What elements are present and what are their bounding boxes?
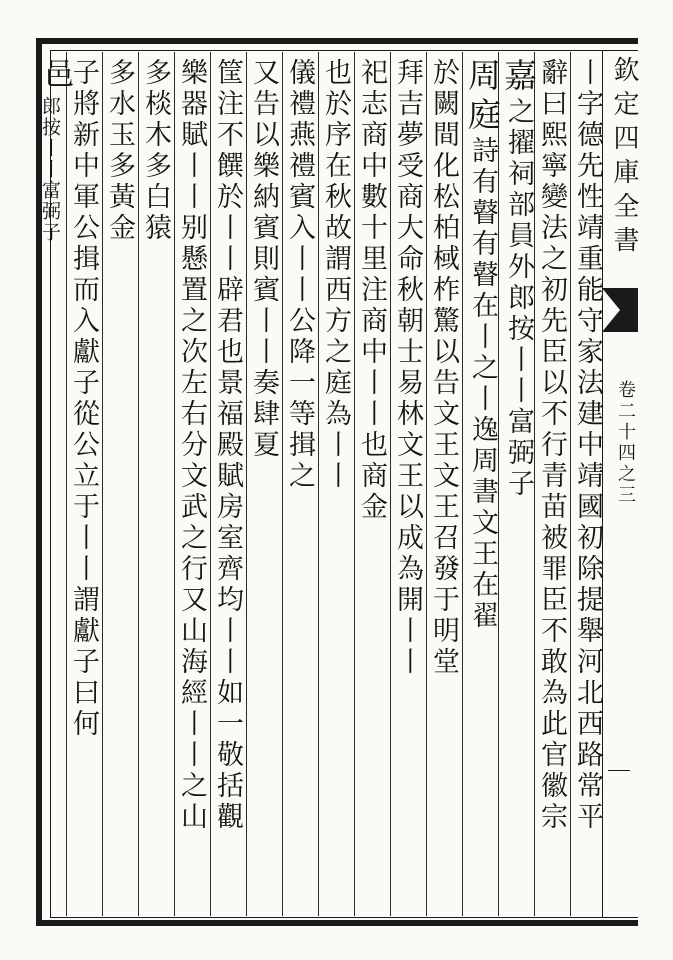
column-text: 於闕間化松柏棫柞驚以告文王文王召發于明堂: [428, 58, 459, 678]
column-text: 拜吉夢受商大命秋朝士易林文王以成為開丨丨: [392, 58, 423, 678]
margin-juan-number: 卷二十四之三: [615, 380, 636, 506]
text-column-9: [286, 58, 313, 914]
margin-book-title: 欽定四庫全書: [609, 56, 639, 260]
column-rule: [246, 52, 247, 916]
text-column-5: [430, 58, 457, 914]
text-column-7: [358, 58, 385, 914]
heading-char: 嘉: [499, 58, 538, 97]
column-text: 多水玉多黃金: [104, 58, 135, 244]
column-rule: [174, 52, 175, 916]
column-rule: [138, 52, 139, 916]
column-rule: [390, 52, 391, 916]
column-text: 儀禮燕禮賓入丨丨公降一等揖之: [284, 58, 315, 492]
text-column-1: [574, 58, 601, 914]
column-rule: [318, 52, 319, 916]
column-text: 辭曰熙寧變法之初先臣以不行青苗被罪臣不敢為此官徽宗: [536, 58, 567, 833]
text-column-11: [214, 58, 241, 914]
text-column-13: [142, 58, 169, 914]
column-rule: [570, 52, 571, 916]
text-column-12: [178, 58, 205, 914]
text-column-4: [463, 58, 502, 914]
column-text: 多棪木多白猿: [140, 58, 171, 244]
margin-tick: [608, 770, 630, 771]
column-rule: [102, 52, 103, 916]
column-text: 之擢祠部員外郎按丨丨富弼子: [503, 97, 534, 500]
column-rule: [426, 52, 427, 916]
column-text: 樂器賦丨丨别懸置之次左右分文武之行又山海經丨丨之山: [176, 58, 207, 833]
column-text: 郎按丨丨富弼子: [39, 96, 61, 243]
column-rule: [282, 52, 283, 916]
heading-term: 周庭: [463, 58, 502, 136]
text-column-10: [250, 58, 277, 914]
column-text: 又告以樂納賓則賓丨丨奏肆夏: [248, 58, 279, 461]
column-text: 筐注不饌於丨丨辟君也景福殿賦房室齊均丨丨如一敬括觀: [212, 58, 243, 833]
text-column-15: [70, 58, 97, 914]
text-column-6: [394, 58, 421, 914]
text-column-8: [322, 58, 349, 914]
column-rule: [354, 52, 355, 916]
column-text: 丨字德先性靖重能守家法建中靖國初除提舉河北西路常平: [572, 58, 603, 833]
column-text: 也於序在秋故謂西方之庭為丨丨: [320, 58, 351, 492]
column-rule: [462, 52, 463, 916]
column-text: 詩有瞽有瞽在丨之丨逸周書文王在翟: [467, 136, 498, 632]
text-column-hidden: [40, 96, 59, 952]
fish-tail-mark: [600, 288, 640, 332]
column-text: 邑: [38, 58, 73, 92]
text-column-14: [106, 58, 133, 914]
text-column-3: [499, 58, 538, 914]
column-text: 子將新中軍公揖而入獻子從公立于丨丨謂獻子曰何: [68, 58, 99, 740]
column-rule: [210, 52, 211, 916]
column-text: 祀志商中數十里注商中丨丨也商金: [356, 58, 387, 523]
text-column-2: [538, 58, 565, 914]
